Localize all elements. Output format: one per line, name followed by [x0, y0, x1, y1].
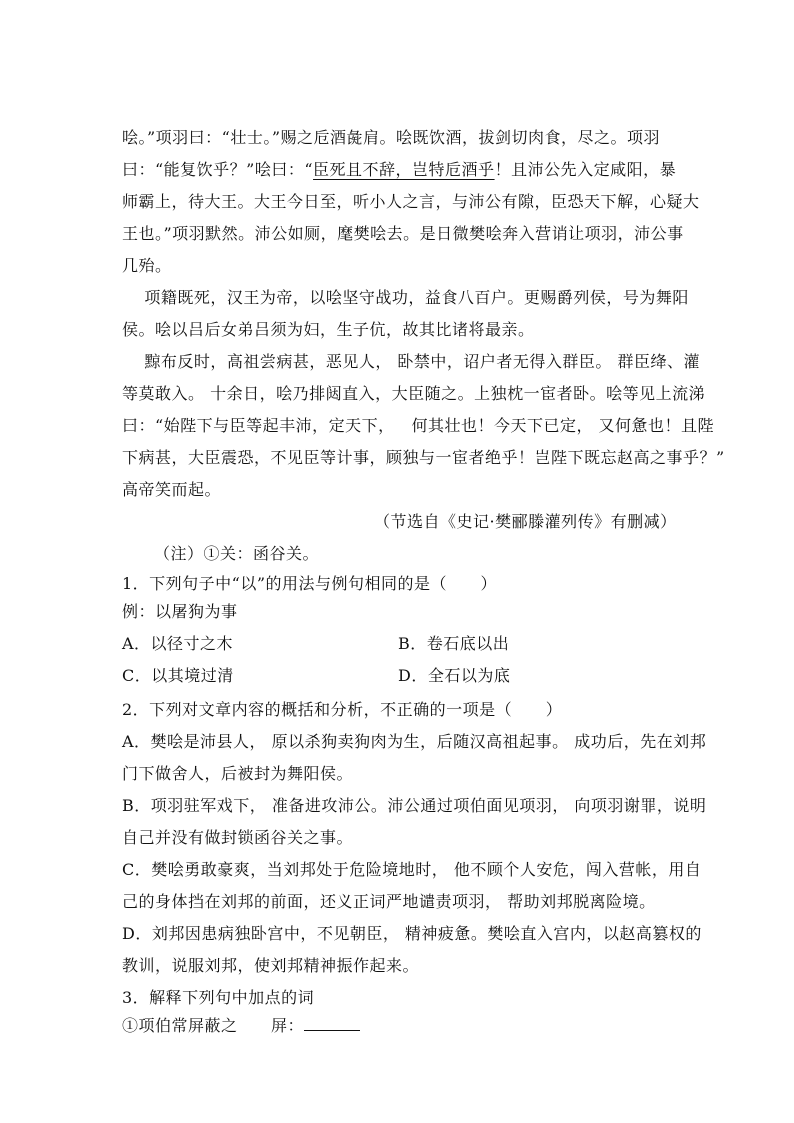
footnote: （注）①关：函谷关。 [154, 544, 320, 563]
question-2-option-c: C．樊哙勇敢豪爽，当刘邦处于危险境地时， 他不顾个人安危，闯入营帐，用自 [122, 860, 702, 879]
passage-line: 师霸上，待大王。大王今日至，听小人之言，与沛公有隙，臣恐天下解，心疑大 [122, 192, 700, 211]
question-2-option-b: B．项羽驻军戏下， 准备进攻沛公。沛公通过项伯面见项羽， 向项羽谢罪，说明 [122, 796, 707, 815]
question-2-option-d-cont: 教训，说服刘邦，使刘邦精神振作起来。 [122, 956, 420, 975]
passage-line [122, 159, 676, 181]
question-1-option-b: B．卷石底以出 [398, 634, 510, 653]
question-2-option-c-cont: 己的身体挡在刘邦的前面，还义正词严地谴责项羽， 帮助刘邦脱离险境。 [122, 892, 656, 911]
passage-line: 王也。”项羽默然。沛公如厕，麾樊哙去。是日微樊哙奔入营诮让项羽，沛公事 [122, 224, 684, 243]
passage-line: 项籍既死，汉王为帝，以哙坚守战功，益食八百户。更赐爵列侯，号为舞阳 [122, 288, 689, 307]
question-2-option-a-cont: 门下做舍人，后被封为舞阳侯。 [122, 764, 354, 783]
question-3-stem: 3．解释下列句中加点的词 [122, 988, 315, 1007]
question-2-stem: 2．下列对文章内容的概括和分析，不正确的一项是（ ） [122, 700, 563, 719]
question-3-item-1-text: ①项伯常屏蔽之 屏： [122, 1016, 305, 1035]
source-citation: （节选自《史记·樊郦滕灌列传》有删减） [374, 512, 677, 531]
question-1-option-a: A．以径寸之木 [122, 634, 234, 653]
passage-text: ！且沛公先入定咸阳，暴 [494, 160, 677, 179]
passage-line: 高帝笑而起。 [122, 480, 222, 499]
question-1-option-c: C．以其境过清 [122, 666, 234, 685]
question-1-option-d: D．全石以为底 [398, 666, 511, 685]
passage-line: 曰：“始陛下与臣等起丰沛，定天下， 何其壮也！今天下已定， 又何惫也！且陛 [122, 416, 715, 435]
question-2-option-a: A．樊哙是沛县人， 原以杀狗卖狗肉为生，后随汉高祖起事。 成功后，先在刘邦 [122, 732, 707, 751]
passage-line: 等莫敢入。 十余日，哙乃排闼直入，大臣随之。上独枕一宦者卧。哙等见上流涕 [122, 384, 706, 403]
question-2-option-d: D．刘邦因患病独卧宫中，不见朝臣， 精神疲惫。樊哙直入宫内，以赵高篡权的 [122, 924, 702, 943]
question-1-example: 例：以屠狗为事 [122, 602, 238, 621]
question-2-option-b-cont: 自己并没有做封锁函谷关之事。 [122, 828, 354, 847]
passage-line: 下病甚，大臣震恐，不见臣等计事，顾独与一宦者绝乎！岂陛下既忘赵高之事乎？” [122, 448, 725, 467]
passage-line: 几殆。 [122, 256, 172, 275]
underlined-sentence: 臣死且不辞，岂特卮酒乎 [313, 160, 495, 179]
question-1-stem: 1．下列句子中“以”的用法与例句相同的是（ ） [122, 574, 498, 593]
passage-line: 黥布反时，高祖尝病甚，恶见人， 卧禁中，诏户者无得入群臣。 群臣绛、灌 [122, 352, 701, 371]
passage-text: 曰：“能复饮乎？”哙曰：“ [122, 160, 314, 179]
passage-line: 侯。哙以吕后女弟吕须为妇，生子伉，故其比诸将最亲。 [122, 320, 535, 339]
passage-line: 哙。”项羽曰：“壮士。”赐之卮酒彘肩。哙既饮酒，拔剑切肉食，尽之。项羽 [122, 128, 661, 147]
answer-blank[interactable] [304, 1016, 360, 1031]
question-3-item-1 [122, 1015, 360, 1037]
